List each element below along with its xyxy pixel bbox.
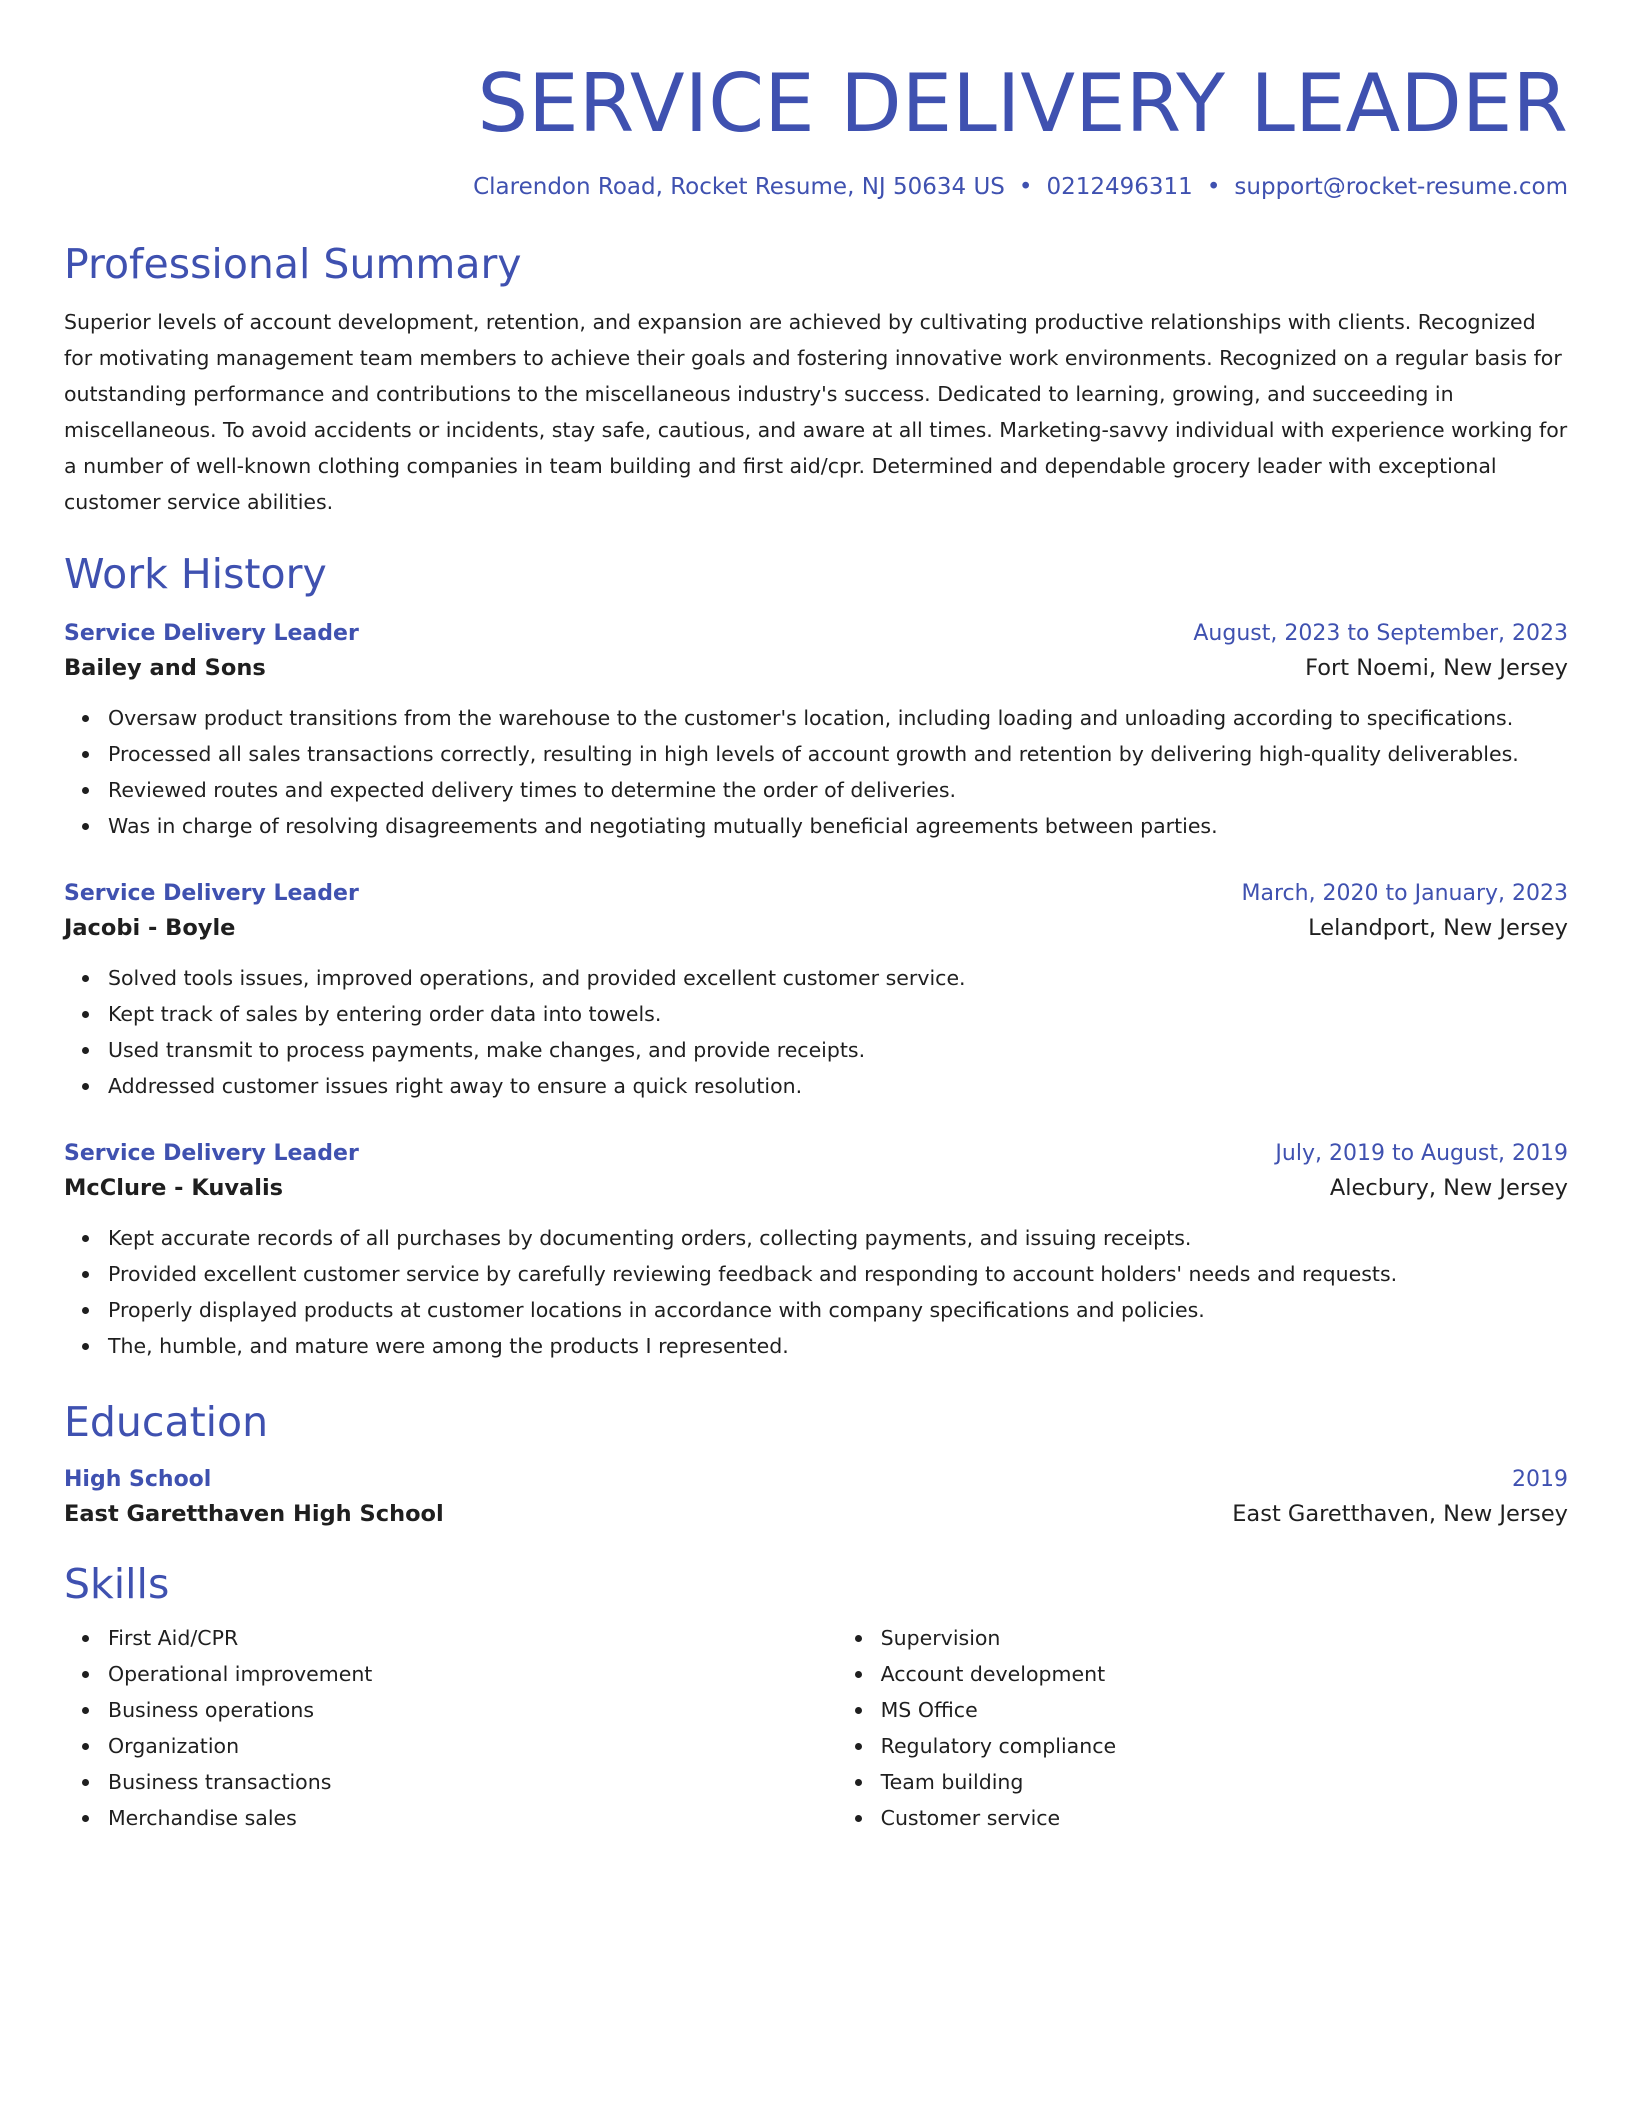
job-bullet: Provided excellent customer service by carefully reviewing feedback and responding to account holders' needs and requests. (108, 1256, 1568, 1292)
summary-section (64, 238, 1568, 520)
education-year: 2019 (1512, 1467, 1568, 1492)
education-header-row (64, 1464, 1568, 1496)
job-bullet: Was in charge of resolving disagreements and negotiating mutually beneficial agreements between parties. (108, 808, 1568, 844)
skill-item: Merchandise sales (108, 1800, 837, 1836)
job-bullet: Oversaw product transitions from the warehouse to the customer's location, including loading and unloading according to specifications. (108, 700, 1568, 736)
education-location: East Garetthaven, New Jersey (1232, 1501, 1568, 1527)
job-bullet: Kept accurate records of all purchases by documenting orders, collecting payments, and issuing receipts. (108, 1220, 1568, 1256)
education-school-row (64, 1496, 1568, 1532)
skill-item: Team building (881, 1764, 1568, 1800)
resume-name: SERVICE DELIVERY LEADER (477, 57, 1568, 150)
job-company: McClure - Kuvalis (64, 1175, 284, 1201)
skill-item: Supervision (881, 1620, 1568, 1656)
skill-item: First Aid/CPR (108, 1620, 837, 1656)
job-bullets (64, 700, 1568, 844)
education-degree: High School (64, 1467, 212, 1492)
job-entry (64, 618, 1568, 844)
skill-item: Business operations (108, 1692, 837, 1728)
job-company-row (64, 1170, 1568, 1206)
skill-item: Operational improvement (108, 1656, 837, 1692)
job-entry (64, 1138, 1568, 1364)
job-bullets (64, 960, 1568, 1104)
skill-item: Business transactions (108, 1764, 837, 1800)
job-company-row (64, 650, 1568, 686)
resume-page (64, 0, 1568, 1836)
job-dates: July, 2019 to August, 2019 (1275, 1141, 1568, 1166)
job-company: Jacobi - Boyle (64, 915, 236, 941)
job-dates: August, 2023 to September, 2023 (1193, 621, 1568, 646)
contact-line (64, 172, 1568, 202)
skill-item: Customer service (881, 1800, 1568, 1836)
job-location: Lelandport, New Jersey (1308, 915, 1568, 941)
skill-item: MS Office (881, 1692, 1568, 1728)
job-bullet: The, humble, and mature were among the products I represented. (108, 1328, 1568, 1364)
job-dates: March, 2020 to January, 2023 (1241, 881, 1568, 906)
summary-heading: Professional Summary (64, 240, 522, 288)
skills-section (64, 1558, 1568, 1836)
skill-item: Regulatory compliance (881, 1728, 1568, 1764)
job-role: Service Delivery Leader (64, 621, 359, 646)
job-bullet: Kept track of sales by entering order data into towels. (108, 996, 1568, 1032)
contact-phone: 0212496311 (1046, 174, 1193, 200)
skills-heading: Skills (64, 1560, 170, 1608)
job-location: Fort Noemi, New Jersey (1305, 655, 1568, 681)
education-entry (64, 1464, 1568, 1532)
job-bullet: Used transmit to process payments, make changes, and provide receipts. (108, 1032, 1568, 1068)
job-role: Service Delivery Leader (64, 881, 359, 906)
education-heading: Education (64, 1398, 269, 1446)
job-header-row (64, 878, 1568, 910)
summary-text: Superior levels of account development, retention, and expansion are achieved by cultivating productive relationships with clients. Recognized for motivating management team members to achieve their goals and fostering innovative work environments. Recognized on a regular basis for outstanding performance and contributions to the miscellaneous industry's success. Dedicated to learning, growing, and succeeding in miscellaneous. To avoid accidents or incidents, stay safe, cautious, and aware at all times. Marketing-savvy individual with experience working for a number of well-known clothing companies in team building and first aid/cpr. Determined and dependable grocery leader with exceptional customer service abilities. (64, 310, 1568, 514)
contact-separator: • (1018, 174, 1033, 200)
contact-address: Clarendon Road, Rocket Resume, NJ 50634 US (473, 174, 1005, 200)
job-company-row (64, 910, 1568, 946)
work-history-heading: Work History (64, 550, 327, 598)
job-location: Alecbury, New Jersey (1329, 1175, 1568, 1201)
skills-list-left (64, 1620, 837, 1836)
skill-item: Account development (881, 1656, 1568, 1692)
job-role: Service Delivery Leader (64, 1141, 359, 1166)
job-header-row (64, 618, 1568, 650)
job-bullet: Properly displayed products at customer locations in accordance with company specifications and policies. (108, 1292, 1568, 1328)
job-bullet: Reviewed routes and expected delivery times to determine the order of deliveries. (108, 772, 1568, 808)
job-bullet: Addressed customer issues right away to ensure a quick resolution. (108, 1068, 1568, 1104)
skills-list-right (837, 1620, 1568, 1836)
skill-item: Organization (108, 1728, 837, 1764)
job-header-row (64, 1138, 1568, 1170)
job-company: Bailey and Sons (64, 655, 266, 681)
job-entry (64, 878, 1568, 1104)
job-bullet: Processed all sales transactions correctly, resulting in high levels of account growth and retention by delivering high-quality deliverables. (108, 736, 1568, 772)
contact-email: support@rocket-resume.com (1234, 174, 1568, 200)
work-history-section (64, 548, 1568, 1364)
job-bullet: Solved tools issues, improved operations, and provided excellent customer service. (108, 960, 1568, 996)
skills-columns (64, 1620, 1568, 1836)
job-bullets (64, 1220, 1568, 1364)
education-section (64, 1396, 1568, 1532)
education-school: East Garetthaven High School (64, 1501, 444, 1527)
resume-header (64, 0, 1568, 202)
contact-separator: • (1206, 174, 1221, 200)
